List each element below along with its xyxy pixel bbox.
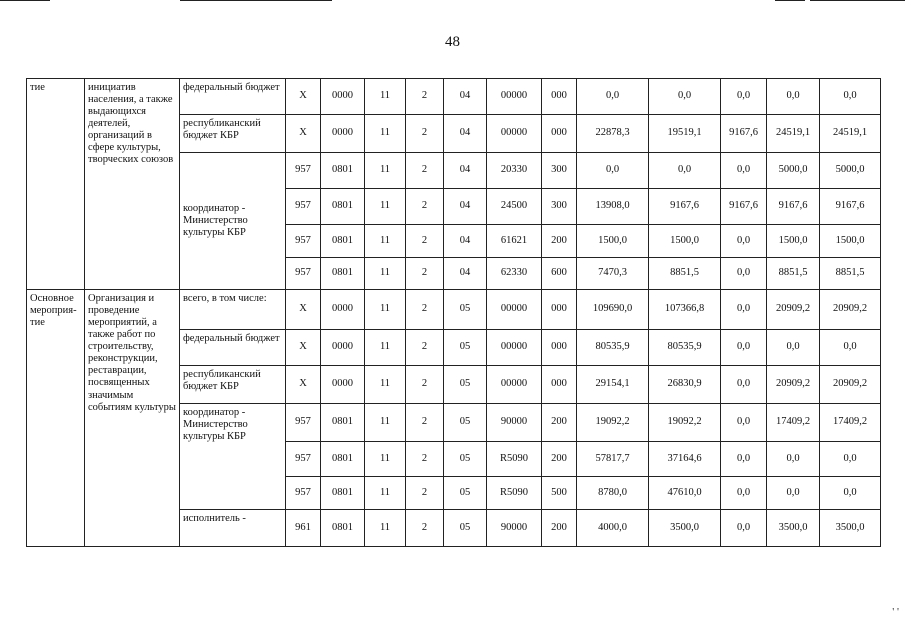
cell-v1: 80535,9	[577, 330, 649, 366]
cell-cs2: 2	[406, 79, 444, 115]
cell-rz: 0000	[321, 115, 365, 153]
cell-v1: 13908,0	[577, 189, 649, 225]
source-cell: республиканский бюджет КБР	[180, 366, 286, 404]
cell-cs2: 2	[406, 153, 444, 189]
cell-v2: 37164,6	[649, 442, 721, 477]
cell-v3: 0,0	[721, 330, 767, 366]
cell-v5: 20909,2	[820, 290, 881, 330]
table-row	[27, 79, 881, 115]
cell-grbs: 957	[286, 153, 321, 189]
cell-v4: 24519,1	[767, 115, 820, 153]
cell-cs1: 11	[365, 442, 406, 477]
cell-vr: 300	[542, 153, 577, 189]
cell-vr: 000	[542, 115, 577, 153]
cell-cs2: 2	[406, 404, 444, 442]
cell-grbs: 957	[286, 477, 321, 510]
cell-rz: 0801	[321, 189, 365, 225]
cell-grbs: X	[286, 330, 321, 366]
cell-rz: 0801	[321, 510, 365, 547]
cell-v5: 24519,1	[820, 115, 881, 153]
cell-cs4: 90000	[487, 510, 542, 547]
cell-cs3: 05	[444, 510, 487, 547]
cell-cs1: 11	[365, 115, 406, 153]
cell-rz: 0801	[321, 442, 365, 477]
cell-cs2: 2	[406, 510, 444, 547]
cell-v4: 3500,0	[767, 510, 820, 547]
cell-v5: 3500,0	[820, 510, 881, 547]
cell-cs1: 11	[365, 153, 406, 189]
event-name-cell: Организация и проведение мероприятий, а также работ по строительству, реконструкции, реставрации, посвященных значимым событиям культуры	[85, 290, 180, 547]
cell-vr: 600	[542, 258, 577, 290]
cell-rz: 0801	[321, 258, 365, 290]
source-cell: республиканский бюджет КБР	[180, 115, 286, 153]
source-cell: координатор - Министерство культуры КБР	[180, 404, 286, 510]
cell-v5: 0,0	[820, 79, 881, 115]
cell-v2: 19519,1	[649, 115, 721, 153]
cell-cs4: 90000	[487, 404, 542, 442]
cell-vr: 000	[542, 366, 577, 404]
cell-cs2: 2	[406, 189, 444, 225]
cell-grbs: 957	[286, 225, 321, 258]
cell-v4: 8851,5	[767, 258, 820, 290]
cell-rz: 0801	[321, 477, 365, 510]
cell-cs3: 04	[444, 225, 487, 258]
cell-cs4: 61621	[487, 225, 542, 258]
cell-v3: 0,0	[721, 290, 767, 330]
cell-v1: 0,0	[577, 79, 649, 115]
cell-v2: 1500,0	[649, 225, 721, 258]
cell-v3: 9167,6	[721, 115, 767, 153]
cell-v4: 17409,2	[767, 404, 820, 442]
cell-v1: 7470,3	[577, 258, 649, 290]
cell-grbs: X	[286, 366, 321, 404]
cell-cs3: 04	[444, 258, 487, 290]
budget-table	[26, 78, 881, 547]
footer-mark: ' '	[892, 606, 899, 618]
cell-cs1: 11	[365, 510, 406, 547]
cell-cs3: 04	[444, 189, 487, 225]
cell-v1: 8780,0	[577, 477, 649, 510]
cell-cs4: R5090	[487, 477, 542, 510]
cell-cs3: 05	[444, 290, 487, 330]
cell-cs2: 2	[406, 477, 444, 510]
cell-v3: 0,0	[721, 258, 767, 290]
cell-cs3: 05	[444, 330, 487, 366]
cell-v3: 0,0	[721, 153, 767, 189]
cell-v2: 19092,2	[649, 404, 721, 442]
status-cell: тие	[27, 79, 85, 290]
cell-v5: 8851,5	[820, 258, 881, 290]
cell-grbs: 957	[286, 442, 321, 477]
cell-cs4: 20330	[487, 153, 542, 189]
header-rule-right	[775, 0, 805, 1]
cell-cs4: 00000	[487, 79, 542, 115]
cell-v4: 0,0	[767, 442, 820, 477]
cell-cs2: 2	[406, 290, 444, 330]
cell-v2: 8851,5	[649, 258, 721, 290]
cell-v4: 9167,6	[767, 189, 820, 225]
page-number: 48	[445, 34, 460, 50]
cell-rz: 0000	[321, 330, 365, 366]
cell-cs3: 04	[444, 79, 487, 115]
cell-v1: 0,0	[577, 153, 649, 189]
header-rule-right-2	[810, 0, 905, 1]
cell-v2: 47610,0	[649, 477, 721, 510]
cell-vr: 200	[542, 225, 577, 258]
cell-v2: 107366,8	[649, 290, 721, 330]
cell-grbs: X	[286, 79, 321, 115]
cell-vr: 000	[542, 330, 577, 366]
cell-cs4: 00000	[487, 330, 542, 366]
cell-rz: 0801	[321, 404, 365, 442]
cell-v5: 5000,0	[820, 153, 881, 189]
cell-v3: 0,0	[721, 477, 767, 510]
cell-cs4: R5090	[487, 442, 542, 477]
cell-v1: 29154,1	[577, 366, 649, 404]
cell-v2: 0,0	[649, 153, 721, 189]
cell-v5: 0,0	[820, 330, 881, 366]
source-cell: координатор - Министерство культуры КБР	[180, 153, 286, 290]
cell-v2: 0,0	[649, 79, 721, 115]
cell-v4: 1500,0	[767, 225, 820, 258]
cell-v3: 0,0	[721, 404, 767, 442]
cell-v5: 17409,2	[820, 404, 881, 442]
cell-cs3: 05	[444, 404, 487, 442]
cell-v1: 1500,0	[577, 225, 649, 258]
cell-v5: 0,0	[820, 442, 881, 477]
cell-rz: 0801	[321, 225, 365, 258]
cell-v2: 9167,6	[649, 189, 721, 225]
cell-vr: 000	[542, 79, 577, 115]
source-cell: федеральный бюджет	[180, 330, 286, 366]
header-rule-center-2	[180, 0, 330, 1]
cell-v2: 26830,9	[649, 366, 721, 404]
cell-grbs: X	[286, 290, 321, 330]
cell-cs3: 05	[444, 477, 487, 510]
cell-cs2: 2	[406, 366, 444, 404]
cell-vr: 200	[542, 442, 577, 477]
cell-rz: 0801	[321, 153, 365, 189]
cell-grbs: 957	[286, 404, 321, 442]
cell-cs3: 04	[444, 153, 487, 189]
cell-v4: 20909,2	[767, 366, 820, 404]
cell-v4: 20909,2	[767, 290, 820, 330]
cell-v4: 5000,0	[767, 153, 820, 189]
cell-cs1: 11	[365, 290, 406, 330]
cell-cs1: 11	[365, 258, 406, 290]
cell-cs2: 2	[406, 115, 444, 153]
cell-vr: 300	[542, 189, 577, 225]
cell-cs4: 24500	[487, 189, 542, 225]
cell-v1: 4000,0	[577, 510, 649, 547]
cell-rz: 0000	[321, 290, 365, 330]
cell-cs2: 2	[406, 330, 444, 366]
cell-cs2: 2	[406, 225, 444, 258]
table-row	[27, 290, 881, 330]
cell-rz: 0000	[321, 366, 365, 404]
source-cell: всего, в том числе:	[180, 290, 286, 330]
cell-cs4: 00000	[487, 115, 542, 153]
cell-vr: 500	[542, 477, 577, 510]
cell-v5: 1500,0	[820, 225, 881, 258]
cell-v1: 22878,3	[577, 115, 649, 153]
cell-vr: 200	[542, 404, 577, 442]
cell-grbs: 957	[286, 189, 321, 225]
cell-v2: 80535,9	[649, 330, 721, 366]
cell-grbs: 961	[286, 510, 321, 547]
cell-cs1: 11	[365, 330, 406, 366]
cell-v4: 0,0	[767, 330, 820, 366]
cell-v3: 0,0	[721, 79, 767, 115]
cell-v4: 0,0	[767, 79, 820, 115]
cell-cs4: 62330	[487, 258, 542, 290]
cell-cs1: 11	[365, 477, 406, 510]
event-name-cell: инициатив населения, а также выдающихся деятелей, организаций в сфере культуры, творческих союзов	[85, 79, 180, 290]
cell-v3: 0,0	[721, 442, 767, 477]
cell-v3: 0,0	[721, 366, 767, 404]
cell-cs3: 05	[444, 366, 487, 404]
cell-v5: 9167,6	[820, 189, 881, 225]
cell-v5: 0,0	[820, 477, 881, 510]
cell-cs2: 2	[406, 258, 444, 290]
cell-cs2: 2	[406, 442, 444, 477]
cell-cs1: 11	[365, 79, 406, 115]
cell-v5: 20909,2	[820, 366, 881, 404]
cell-v4: 0,0	[767, 477, 820, 510]
cell-cs3: 05	[444, 442, 487, 477]
cell-v3: 9167,6	[721, 189, 767, 225]
cell-cs4: 00000	[487, 366, 542, 404]
cell-cs1: 11	[365, 189, 406, 225]
cell-cs4: 00000	[487, 290, 542, 330]
cell-cs3: 04	[444, 115, 487, 153]
cell-v3: 0,0	[721, 510, 767, 547]
cell-cs1: 11	[365, 366, 406, 404]
cell-vr: 000	[542, 290, 577, 330]
cell-v2: 3500,0	[649, 510, 721, 547]
cell-grbs: X	[286, 115, 321, 153]
cell-v1: 109690,0	[577, 290, 649, 330]
cell-vr: 200	[542, 510, 577, 547]
cell-v1: 57817,7	[577, 442, 649, 477]
source-cell: федеральный бюджет	[180, 79, 286, 115]
cell-v3: 0,0	[721, 225, 767, 258]
header-rule-left	[0, 0, 50, 1]
cell-cs1: 11	[365, 404, 406, 442]
cell-rz: 0000	[321, 79, 365, 115]
cell-grbs: 957	[286, 258, 321, 290]
cell-cs1: 11	[365, 225, 406, 258]
cell-v1: 19092,2	[577, 404, 649, 442]
status-cell: Основное мероприя-тие	[27, 290, 85, 547]
source-cell: исполнитель -	[180, 510, 286, 547]
